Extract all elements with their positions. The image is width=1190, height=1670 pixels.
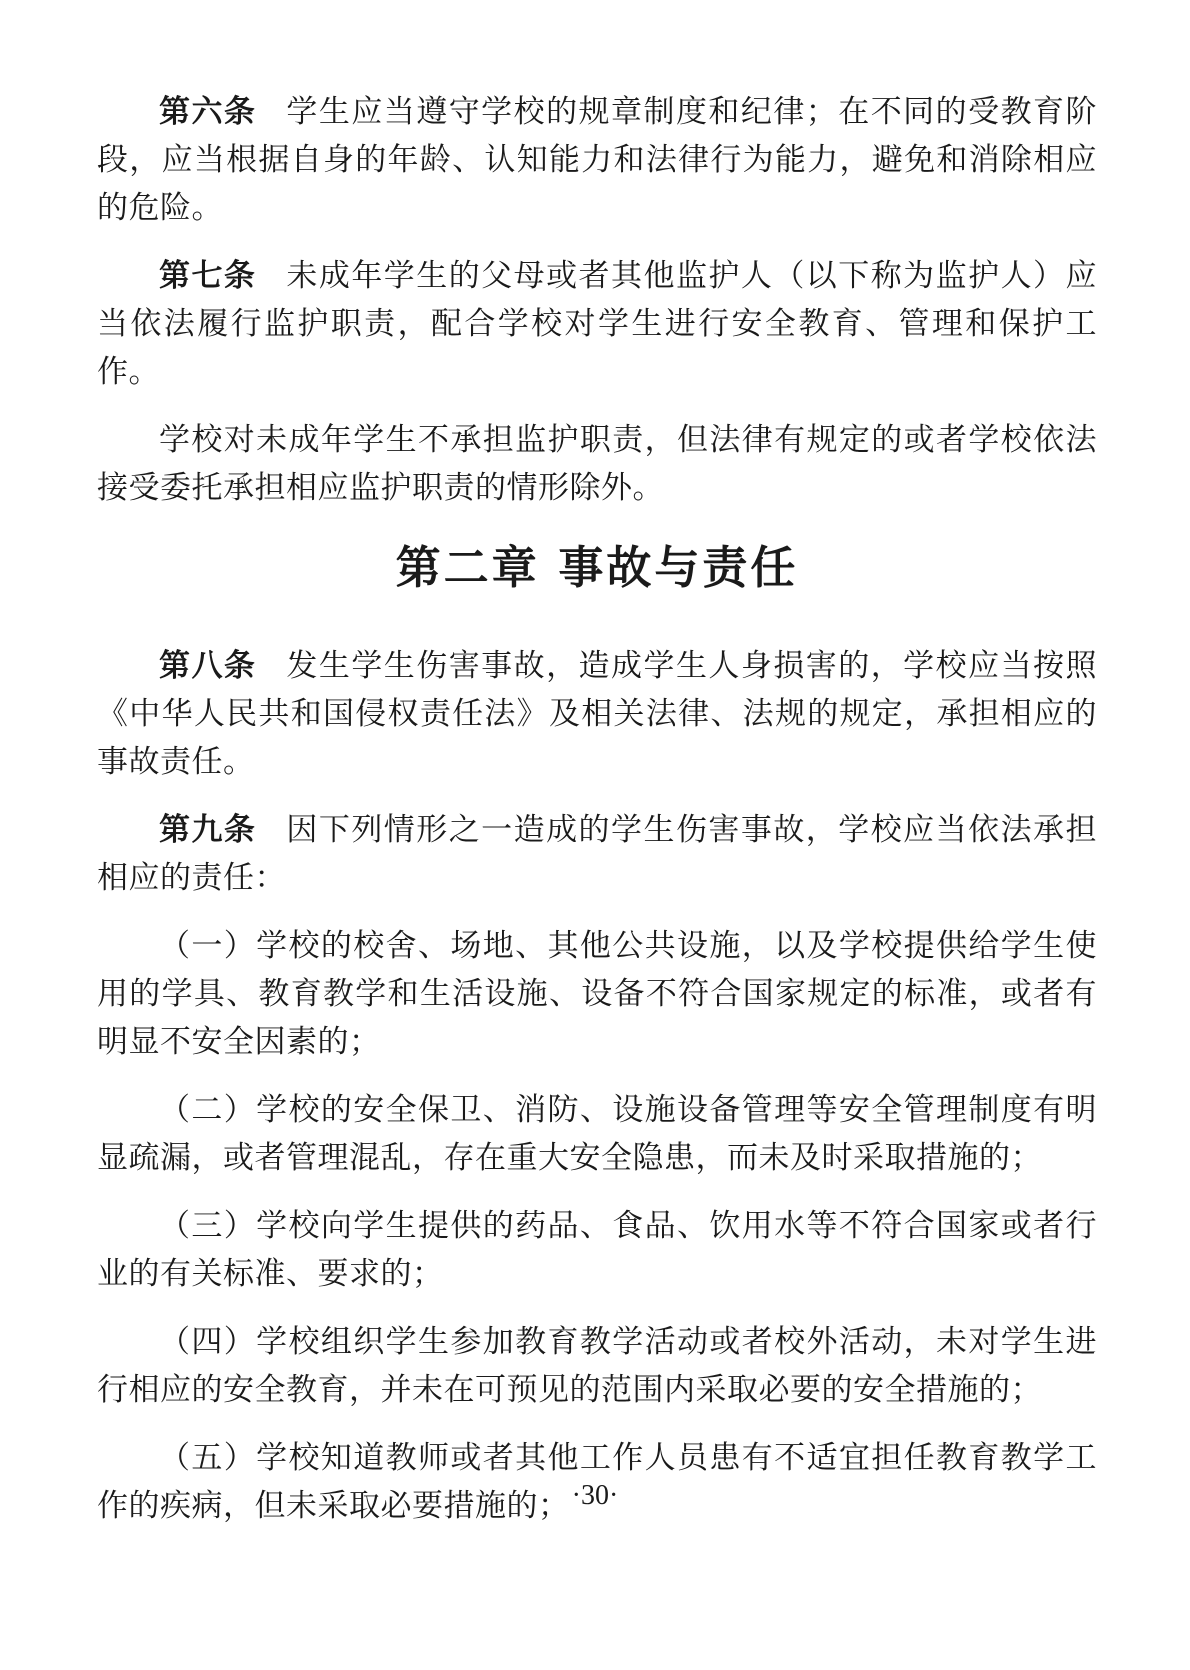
article-text: 因下列情形之一造成的学生伤害事故，学校应当依法承担相应的责任： bbox=[97, 812, 1097, 896]
list-item-text: （三）学校向学生提供的药品、食品、饮用水等不符合国家或者行业的有关标准、要求的； bbox=[97, 1208, 1097, 1292]
article-text: 未成年学生的父母或者其他监护人（以下称为监护人）应当依法履行监护职责，配合学校对学生进行安全教育、管理和保护工作。 bbox=[97, 258, 1097, 390]
list-item-text: （一）学校的校舍、场地、其他公共设施，以及学校提供给学生使用的学具、教育教学和生活设施、设备不符合国家规定的标准，或者有明显不安全因素的； bbox=[97, 928, 1097, 1060]
article-number: 第九条 bbox=[159, 812, 257, 848]
article-text: 学生应当遵守学校的规章制度和纪律；在不同的受教育阶段，应当根据自身的年龄、认知能力和法律行为能力，避免和消除相应的危险。 bbox=[97, 94, 1097, 226]
list-item-text: （四）学校组织学生参加教育教学活动或者校外活动，未对学生进行相应的安全教育，并未在可预见的范围内采取必要的安全措施的； bbox=[97, 1324, 1097, 1408]
list-item-text: （二）学校的安全保卫、消防、设施设备管理等安全管理制度有明显疏漏，或者管理混乱，存在重大安全隐患，而未及时采取措施的； bbox=[97, 1092, 1097, 1176]
chapter-title: 第二章 事故与责任 bbox=[395, 541, 799, 594]
paragraph-text: 学校对未成年学生不承担监护职责，但法律有规定的或者学校依法接受委托承担相应监护职责的情形除外。 bbox=[97, 422, 1097, 506]
list-item-4 bbox=[97, 1318, 1097, 1414]
article-7-paragraph bbox=[97, 252, 1097, 396]
article-number: 第七条 bbox=[159, 258, 257, 294]
list-item-1 bbox=[97, 922, 1097, 1066]
article-text: 发生学生伤害事故，造成学生人身损害的，学校应当按照《中华人民共和国侵权责任法》及相关法律、法规的规定，承担相应的事故责任。 bbox=[97, 648, 1097, 780]
list-item-2 bbox=[97, 1086, 1097, 1182]
article-6-paragraph bbox=[97, 88, 1097, 232]
document-page bbox=[97, 88, 1097, 1550]
article-8-paragraph bbox=[97, 642, 1097, 786]
page-number: ·30· bbox=[571, 1480, 619, 1511]
article-number: 第六条 bbox=[159, 94, 257, 130]
article-9-paragraph bbox=[97, 806, 1097, 902]
list-item-3 bbox=[97, 1202, 1097, 1298]
list-item-text: （五）学校知道教师或者其他工作人员患有不适宜担任教育教学工作的疾病，但未采取必要措施的； bbox=[97, 1440, 1097, 1524]
article-7-continuation bbox=[97, 416, 1097, 512]
article-number: 第八条 bbox=[159, 648, 257, 684]
